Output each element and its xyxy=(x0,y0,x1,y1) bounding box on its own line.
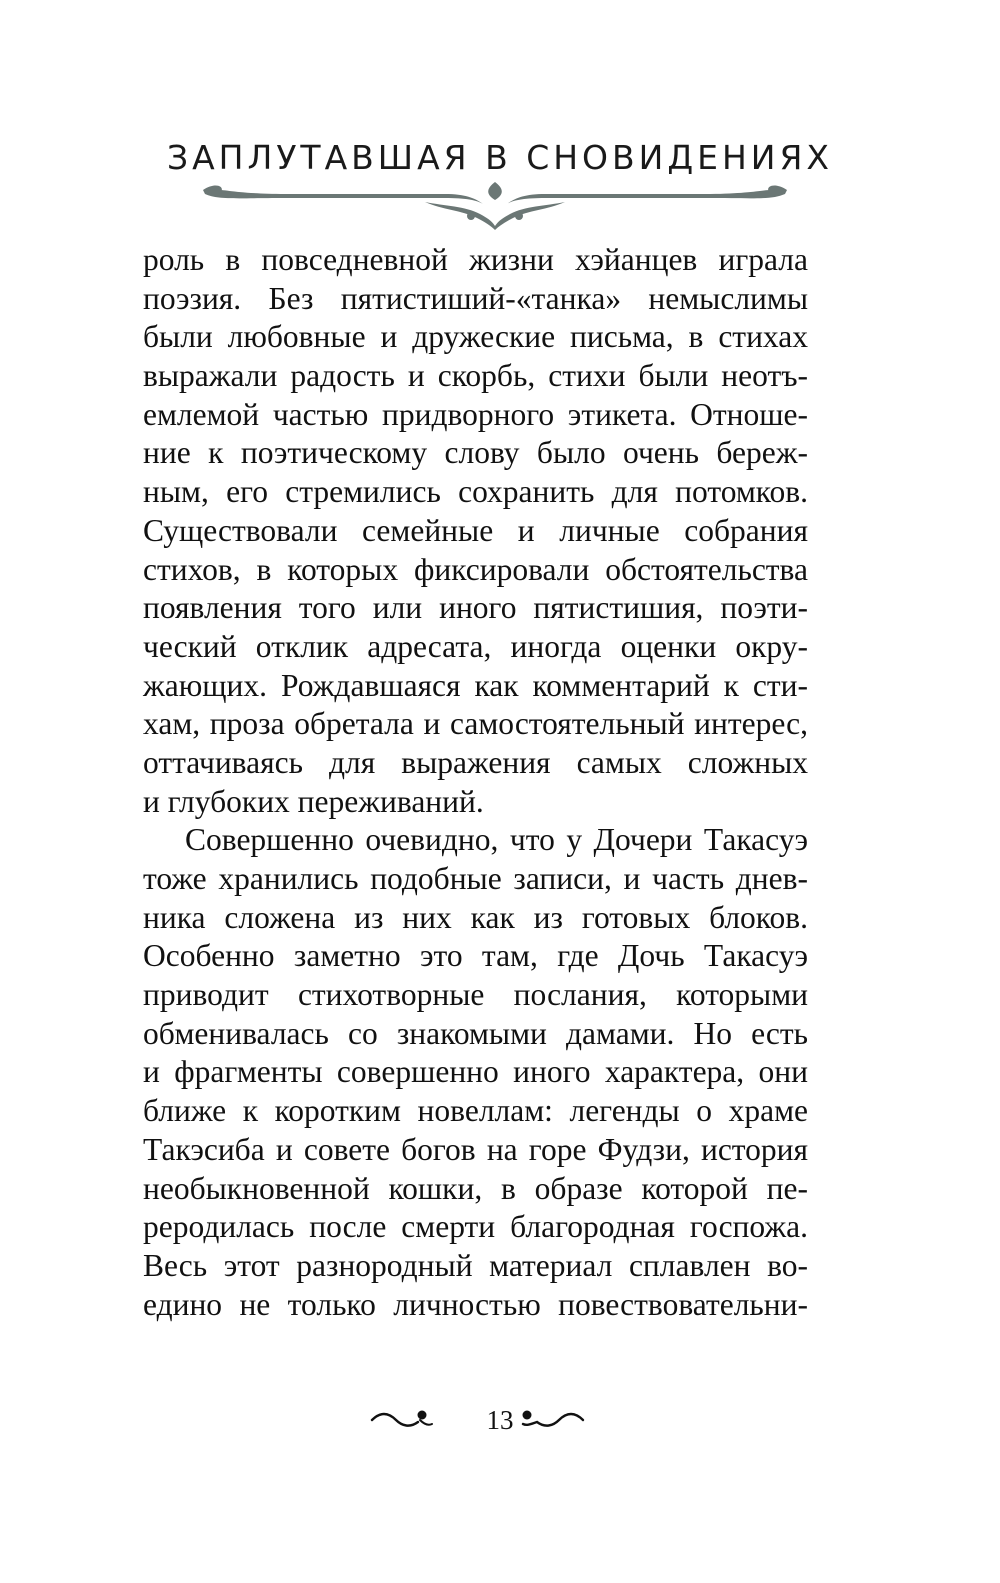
page-header xyxy=(0,128,1000,228)
text-line: ным, его стремились сохранить для потомков. xyxy=(143,474,808,510)
text-line: реродилась после смерти благородная госпожа. xyxy=(143,1209,808,1245)
text-line: едино не только личностью повествовательни- xyxy=(143,1286,808,1322)
text-line: выражали радость и скорбь, стихи были неотъ- xyxy=(143,358,808,394)
body-text xyxy=(143,241,808,1324)
text-line: оттачиваясь для выражения самых сложных xyxy=(143,744,808,780)
text-line: обменивалась со знакомыми дамами. Но есть xyxy=(143,1015,808,1051)
text-line: Особенно заметно это там, где Дочь Такасуэ xyxy=(143,938,808,974)
text-line: роль в повседневной жизни хэйанцев играла xyxy=(143,242,808,277)
header-ornament-icon xyxy=(195,180,795,230)
text-line: ние к поэтическому слову было очень береж- xyxy=(143,435,808,471)
text-line: Совершенно очевидно, что у Дочери Такасуэ xyxy=(185,822,808,858)
text-line: Весь этот разнородный материал сплавлен во- xyxy=(143,1247,808,1283)
page-number: 13 xyxy=(486,1405,514,1435)
text-line: поэзия. Без пятистиший-«танка» немыслимы xyxy=(143,280,808,316)
page-footer xyxy=(0,1400,1000,1440)
text-line: стихов, в которых фиксировали обстоятельства xyxy=(143,551,808,587)
text-line: ческий отклик адресата, иногда оценки окру- xyxy=(143,628,808,664)
text-line: Такэсиба и совете богов на горе Фудзи, история xyxy=(143,1131,808,1167)
text-line: необыкновенной кошки, в образе которой пе- xyxy=(143,1170,808,1206)
right-flourish-icon xyxy=(515,1406,585,1434)
text-line: и глубоких переживаний. xyxy=(143,783,484,819)
text-line: появления того или иного пятистишия, поэти- xyxy=(143,590,808,626)
text-line: хам, проза обретала и самостоятельный интерес, xyxy=(143,706,808,742)
text-line: были любовные и дружеские письма, в стихах xyxy=(143,319,808,355)
text-line: ника сложена из них как из готовых блоков. xyxy=(143,899,808,935)
text-line: тоже хранились подобные записи, и часть днев- xyxy=(143,861,808,896)
running-title: ЗАПЛУТАВШАЯ В СНОВИДЕНИЯХ xyxy=(166,138,834,177)
text-line: и фрагменты совершенно иного характера, они xyxy=(143,1054,808,1090)
text-line: жающих. Рождавшаяся как комментарий к сти- xyxy=(143,667,808,703)
text-line: Существовали семейные и личные собрания xyxy=(143,512,808,548)
text-line: приводит стихотворные послания, которыми xyxy=(143,977,808,1013)
text-line: ближе к коротким новеллам: легенды о храме xyxy=(143,1093,808,1129)
text-line: емлемой частью придворного этикета. Отноше- xyxy=(143,396,808,432)
